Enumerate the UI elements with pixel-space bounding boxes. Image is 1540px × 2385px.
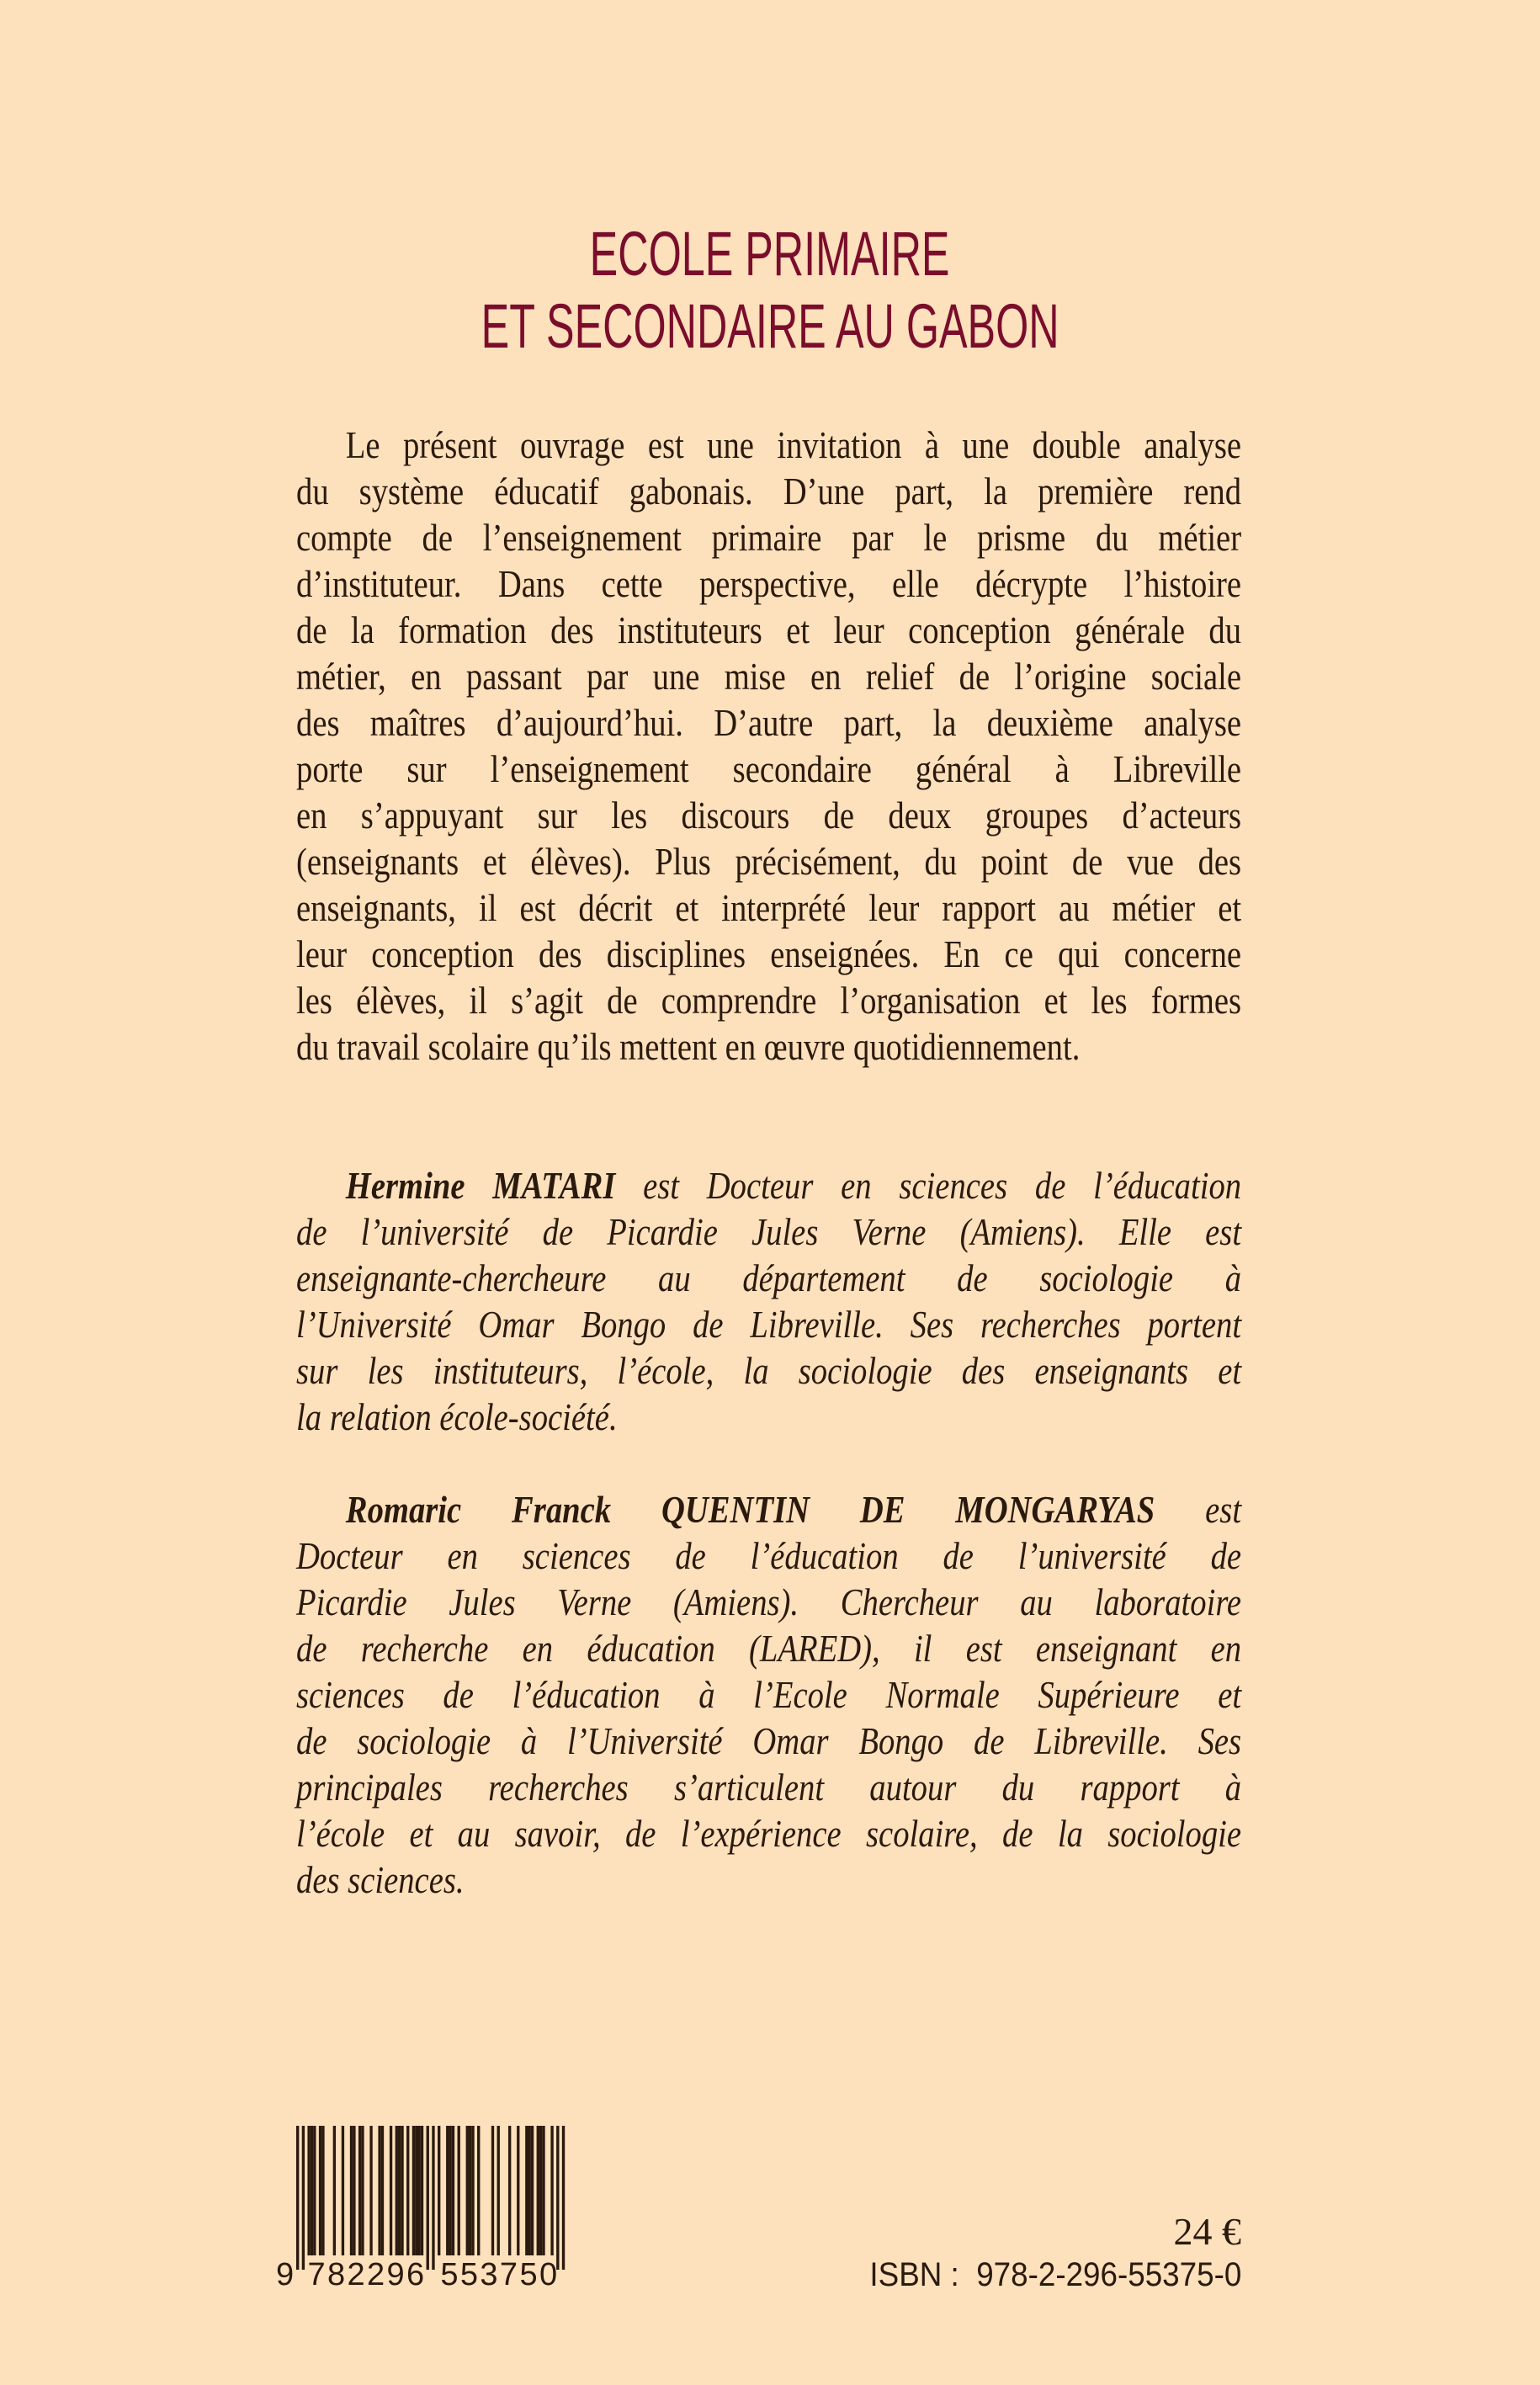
bio-line: sur les instituteurs, l’école, la sociologie des enseignants et xyxy=(296,1349,1242,1392)
barcode-digits: 9 xyxy=(386,2257,405,2292)
barcode-digits: 5 xyxy=(440,2257,459,2292)
author-bio-matari xyxy=(296,1162,1241,1440)
bio-line: des sciences. xyxy=(296,1858,465,1901)
description-line: leur conception des disciplines enseignées. En ce qui concerne xyxy=(296,932,1242,975)
barcode-digits: 8 xyxy=(327,2257,346,2292)
bio-line xyxy=(296,1486,1241,1532)
barcode-digits: 3 xyxy=(480,2257,498,2292)
price-label: 24 € xyxy=(1173,2210,1241,2253)
title-line-2: ET SECONDAIRE AU GABON xyxy=(481,291,1059,361)
bio-line: de l’université de Picardie Jules Verne (Amiens). Elle est xyxy=(296,1210,1242,1253)
barcode-digits: 2 xyxy=(347,2257,365,2292)
book-title xyxy=(0,218,1540,363)
bio-line xyxy=(296,1162,1241,1208)
author-name: Romaric Franck QUENTIN DE MONGARYAS xyxy=(345,1488,1155,1531)
author-name: Hermine MATARI xyxy=(345,1164,616,1207)
bio-text: est xyxy=(1155,1488,1242,1531)
author-bio-quentin-de-mongaryas xyxy=(296,1486,1241,1903)
barcode-digits: 2 xyxy=(367,2257,385,2292)
description-line: les élèves, il s’agit de comprendre l’organisation et les formes xyxy=(296,979,1242,1022)
barcode-digits: 5 xyxy=(519,2257,538,2292)
barcode-icon xyxy=(269,2121,589,2297)
description-line: de la formation des instituteurs et leur conception générale du xyxy=(296,608,1242,651)
barcode-digits: 6 xyxy=(406,2257,425,2292)
barcode-digits: 0 xyxy=(539,2257,558,2292)
description-line: Le présent ouvrage est une invitation à une double analyse xyxy=(345,423,1242,466)
description-line: d’instituteur. Dans cette perspective, elle décrypte l’histoire xyxy=(296,562,1242,605)
description-line: (enseignants et élèves). Plus précisément, du point de vue des xyxy=(296,840,1242,883)
description-line: porte sur l’enseignement secondaire général à Libreville xyxy=(296,747,1242,790)
title-line-1: ECOLE PRIMAIRE xyxy=(590,219,950,289)
description-line: du système éducatif gabonais. D’une part, la première rend xyxy=(296,470,1242,513)
description-line: du travail scolaire qu’ils mettent en œuvre quotidiennement. xyxy=(296,1025,1081,1068)
bio-line: l’Université Omar Bongo de Libreville. Ses recherches portent xyxy=(296,1303,1242,1346)
bio-line: Picardie Jules Verne (Amiens). Chercheur au laboratoire xyxy=(296,1580,1242,1623)
bio-line: de recherche en éducation (LARED), il est enseignant en xyxy=(296,1627,1242,1670)
description-line: en s’appuyant sur les discours de deux groupes d’acteurs xyxy=(296,794,1242,837)
bio-line: la relation école-société. xyxy=(296,1395,618,1438)
bio-line: Docteur en sciences de l’éducation de l’université de xyxy=(296,1534,1242,1577)
barcode-digits: 7 xyxy=(307,2257,326,2292)
description-line: des maîtres d’aujourd’hui. D’autre part, la deuxième analyse xyxy=(296,701,1242,744)
bio-line: principales recherches s’articulent autour du rapport à xyxy=(296,1766,1242,1809)
bio-line: enseignante-chercheure au département de sociologie à xyxy=(296,1256,1242,1299)
description-line: enseignants, il est décrit et interprété leur rapport au métier et xyxy=(296,886,1242,929)
bio-line: de sociologie à l’Université Omar Bongo de Libreville. Ses xyxy=(296,1719,1242,1762)
description-line: métier, en passant par une mise en relief de l’origine sociale xyxy=(296,655,1242,698)
barcode-digits: 5 xyxy=(459,2257,479,2292)
isbn-label: ISBN : 978-2-296-55375-0 xyxy=(869,2256,1241,2293)
bio-line: l’école et au savoir, de l’expérience scolaire, de la sociologie xyxy=(296,1812,1242,1855)
book-description xyxy=(296,422,1241,1070)
barcode-digits: 9 xyxy=(276,2257,295,2292)
barcode-digits: 7 xyxy=(499,2257,518,2292)
bio-text: est Docteur en sciences de l’éducation xyxy=(615,1164,1242,1207)
bio-line: sciences de l’éducation à l’Ecole Normale Supérieure et xyxy=(296,1673,1242,1716)
description-line: compte de l’enseignement primaire par le prisme du métier xyxy=(296,516,1242,559)
